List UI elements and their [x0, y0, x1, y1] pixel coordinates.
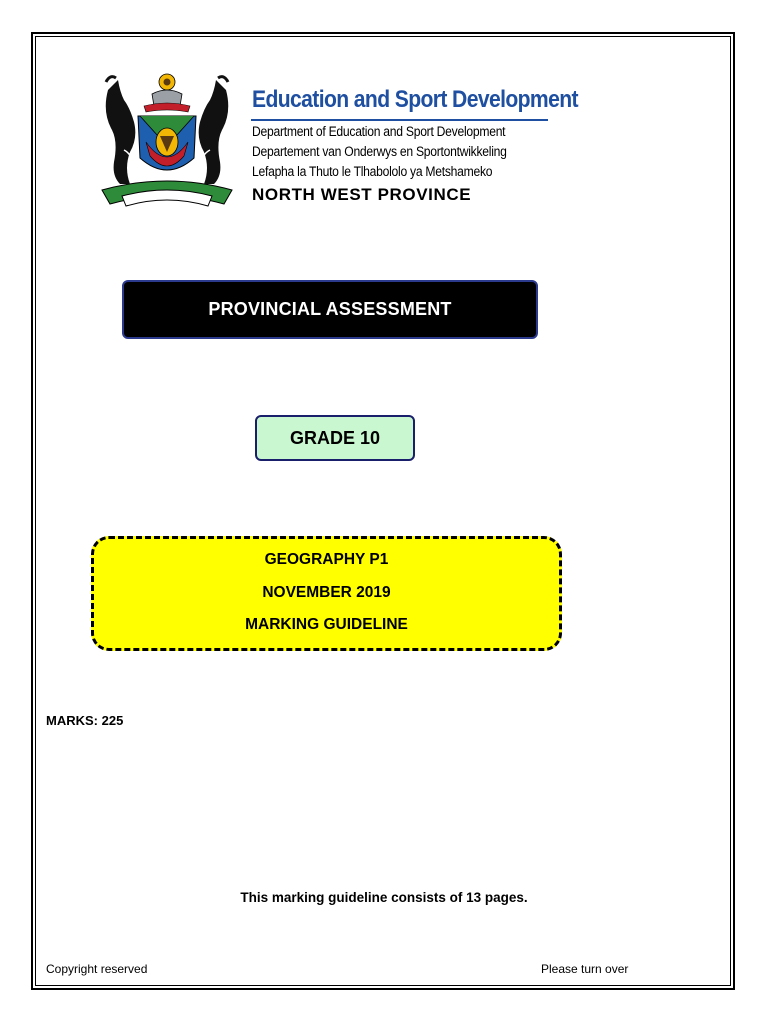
- grade-box: [255, 415, 415, 461]
- coat-of-arms-icon: [94, 72, 240, 218]
- brand-underline: [251, 119, 548, 121]
- subject-name: GEOGRAPHY P1: [264, 551, 389, 568]
- assessment-title: PROVINCIAL ASSESSMENT: [208, 299, 452, 319]
- brand-title: Education and Sport Development: [252, 86, 578, 113]
- footer-copyright: Copyright reserved: [46, 962, 148, 976]
- department-name-setswana: Lefapha la Thuto le Tlhabololo ya Metshameko: [252, 164, 493, 179]
- province-name: NORTH WEST PROVINCE: [252, 185, 472, 204]
- footer-turn-over: Please turn over: [541, 962, 629, 976]
- assessment-banner: [122, 280, 538, 339]
- grade-label: GRADE 10: [289, 427, 381, 448]
- department-name-afrikaans: Departement van Onderwys en Sportontwikkeling: [252, 144, 507, 159]
- subject-box: [91, 536, 562, 651]
- page-count-note: This marking guideline consists of 13 pages.: [240, 890, 528, 905]
- total-marks: MARKS: 225: [46, 713, 124, 728]
- exam-session: NOVEMBER 2019: [262, 584, 391, 601]
- department-name-english: Department of Education and Sport Development: [252, 124, 506, 139]
- document-type: MARKING GUIDELINE: [245, 616, 408, 633]
